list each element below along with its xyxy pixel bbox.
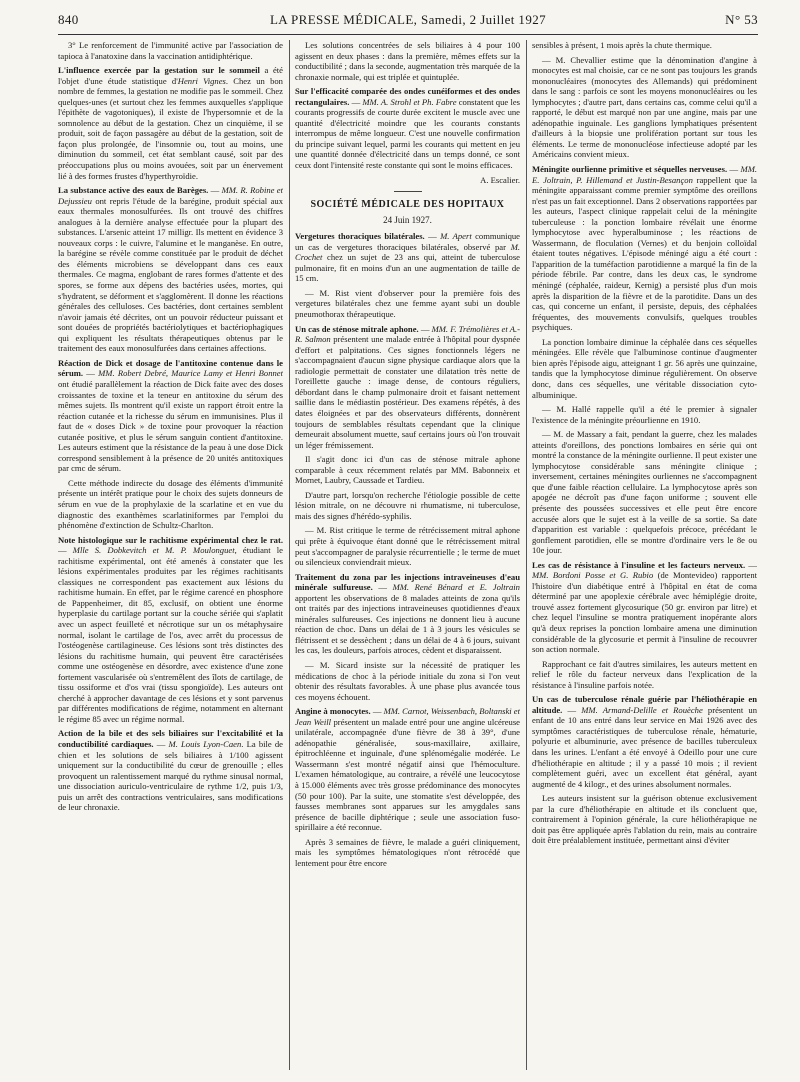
article-text: , étudiant le rachitisme expérimental, ont été amenés à constater que les lésions expérimentales produites par les régimes rachitisants classiques ne correspondent pas exactement aux lésions du rachitisme humain. En effet, par le régime carencé en phosphore de Pappenheimer, dit 85, exclusif, on obtient une énorme hyperplasie du cartilage portant sur la couche sériée qui s'aplatit avec un aspect feuilleté et nécrotique sur un os métaphysaire normal, isolant le cartilage de l'os, avec arrêt du processus de l'ostéogenèse cartilagineuse. Ces lésions sont très distinctes des lésions du rachitisme humain, qui peuvent être caractérisées comme une ostéogenèse en désordre, avec existence d'une zone fortement vascularisée où s'entremêlent des îlots de cartilage, de tissu ossiforme et d'os vrai (tissu spongioïde). Les auteurs ont cherché à approcher davantage de ces lésions et y sont parvenus par différentes modifications de régime, notamment en alternant le régime 85 avec un régime normal. <box>58 545 283 724</box>
article-author: MM. Armand-Delille et Rouèche <box>581 704 703 715</box>
article-title: Action de la bile et des sels biliaires sur l'excitabilité et la conductibilité cardiaques. <box>58 728 283 749</box>
article-text: présentent une malade entrée à l'hôpital pour dyspnée d'effort et palpitations. Ces signes fonctionnels légers ne s'accompagnaient d'aucun signe physique cardiaque alors que la radiologie permettait de constater une dilatation très nette de l'oreillette gauche : image dense, de contours réguliers, débordant dans le champ pulmonaire droit et faisant nettement saillie dans le médiastin postérieur. Des examens répétés, à des dates éloignées et par des observateurs différents, donnèrent toujours de semblables résultats cependant que la clinique demeurait absolument muette, sauf certains jours où l'on trouvait un léger frémissement. <box>295 334 520 450</box>
paragraph: Les auteurs insistent sur la guérison obtenue exclusivement par la cure d'héliothérapie en altitude et ils concluent que, contrairement à l'opinion générale, la cure héliothérapique ne doit pas être appliquée après l'ablation du rein, mais au contraire doit être préalablement instituée, permettant ainsi d'éviter <box>532 793 757 846</box>
article-title: Note histologique sur le rachitisme expérimental chez le rat. <box>58 534 283 545</box>
paragraph: Après 3 semaines de fièvre, le malade a guéri cliniquement, mais les symptômes hématologiques n'ont rétrocédé que lentement pour être encore <box>295 836 520 868</box>
separator: — <box>372 582 393 593</box>
article-vergetures <box>295 231 520 284</box>
column-divider <box>289 40 290 1070</box>
article-text: (de Montevideo) rapportent l'histoire d'un diabétique entré à l'hôpital en état de coma déterminé par une apoplexie cérébrale avec hémiplégie droite, trouvé assez fortement glycosurique (50 gr. environ par litre) et chez lequel l'insuline se montra pratiquement inopérante alors qu'à deux reprises la ponction lombaire amena une diminution considérable de la glycosurie et permit à l'insuline de recouvrer son action normale. <box>532 570 757 655</box>
article-author: MM. A. Strohl et Ph. Fabre <box>362 96 457 107</box>
article-author: MM. René Bénard et E. Joltrain <box>392 582 520 593</box>
article-ondes <box>295 86 520 170</box>
paragraph: La ponction lombaire diminue la céphalée dans ces séquelles méningées. Elle révèle que l'albuminose continue d'augmenter bien après l'épisode aigu, atteignant 1 gr. 56 après une quinzaine, tandis que la lymphocytose diminue régulièrement. On observe donc, dans ces séquelles, une véritable dissociation cyto-albuminique. <box>532 336 757 400</box>
separator: — <box>424 231 441 242</box>
separator: — <box>745 559 757 570</box>
article-author: MM. Carnot, Weissenbach, Boltanski et Jean Weill <box>295 706 520 727</box>
article-text: . Chez un bon nombre de femmes, la gestation ne modifie pas le sommeil. Chez quelques-unes (et surtout chez les femmes auxquelles s'applique l'épithète de vagotoniques), il existe de l'hypersomnie et de la somnolence au début de la gestation. Chez un cinquième, il se produit, soit de façon passagère au début de la gestation, soit de façon plus prolongée, de l'insomnie ou, tout au moins, une diminution du sommeil, cet état semblant causé, soit par des préoccupations plus ou moins avouées, soit par un énervement lié à des formes frustes d'hyperthyroïdie. <box>58 75 283 181</box>
article-stenose-mitrale <box>295 324 520 451</box>
paragraph: — M. Rist vient d'observer pour la première fois des vergetures bilatérales chez une femme ayant subi un double pneumothorax thérapeutique. <box>295 287 520 320</box>
separator: — <box>418 323 432 334</box>
paragraph: Il s'agit donc ici d'un cas de sténose mitrale aphone comparable à ceux récemment relatés par MM. Babonneix et Mornet, Laubry, Caussade et Tardieu. <box>295 454 520 486</box>
article-text: présentent un enfant de 10 ans entré dans leur service en Mai 1926 avec des symptômes caractéristiques de tuberculose rénale, hématurie, polyurie et albuminurie, avec présence de bacilles tuberculeux dans les urines. L'enfant a été envoyé à Odeillo pour une cure d'héliothérapie en altitude ; il y a passé 10 mois ; il revient complètement guéri, avec un excellent état général, ayant augmenté de 4 kilogr., et des urines absolument normales. <box>532 704 757 789</box>
separator: — <box>58 545 73 556</box>
page-header <box>58 12 758 32</box>
paragraph: — M. Rist critique le terme de rétrécissement mitral aphone qui prête à équivoque étant donné que le rétrécissement mitral peut s'accompagner de paralysie récurrentielle ; le terme de muet ou silencieux conviendrait mieux. <box>295 525 520 568</box>
article-angine-monocytes <box>295 706 520 833</box>
section-date: 24 Juin 1927. <box>383 214 432 225</box>
paragraph: — M. de Massary a fait, pendant la guerre, chez les malades atteints d'oreillons, des ponctions lombaires en série qui ont montré la constance de la méningite ourlienne. Il peut exister une lymphocytose considérable sans méningite clinique ; inversement, certaines méningites ourliennes ne s'accompagnent que d'une faible réaction cellulaire. La lymphocytose après son apogée ne décroît pas d'une façon uniforme ; souvent elle présente des poussées successives et elle peut être encore accusée alors que le sujet est à la veille de sa sortie. Sa date d'apparition est variable : quelquefois précoce, précédant le gonflement parotidien, elle se montre d'ordinaire vers le 8e ou 10e jour. <box>532 429 757 556</box>
paragraph: — M. Chevallier estime que la dénomination d'angine à monocytes est mal choisie, car ce ne sont pas toujours les grands mononucléaires (monocytes des Allemands) qui prédominent dans le sang : parfois ce sont les moyens mononucléaires ou les lymphocytes ; d'autre part, dans certains cas, comme celui qu'il a rapporté, le début est marqué non par une angine, mais par une adénopathie inguinale. Les ganglions lymphatiques présentent d'ailleurs à la biopsie une prolifération portant sur tous les éléments. Le terme de mononucléose infectieuse adopté par les Américains convient mieux. <box>532 54 757 160</box>
column-divider <box>526 40 527 1070</box>
article-title: L'influence exercée par la gestation sur le sommeil <box>58 65 260 76</box>
article-author: Mlle S. Dobkevitch et M. P. Moulonguet <box>72 545 235 556</box>
article-text: constatent que les courants progressifs de courte durée excitent le muscle avec une quantité d'électricité moindre que les courants constants interrompus de même longueur. C'est une nouvelle confirmation du principe suivant lequel, parmi les courants qui mettent en jeu une quantité donnée d'électricité dans un temps donné, ce sont ceux dont l'intensité reste constante qui sont le moins efficaces. <box>295 96 520 171</box>
separator: — <box>208 185 222 196</box>
article-gestation-sommeil <box>58 65 283 181</box>
article-title: Réaction de Dick et dosage de l'antitoxine contenue dans le sérum. <box>58 357 283 379</box>
article-text: chez un sujet de 23 ans qui, atteint de tuberculose pulmonaire, fit en moins d'un an une augmentation de taille de 15 cm. <box>295 252 520 284</box>
article-text: ont étudié parallèlement la réaction de Dick faite avec des doses croissantes de toxine et la teneur en antitoxine du sérum des mêmes sujets. Ils montrent qu'il existe un rapport étroit entre la réaction cutanée et la richesse du sérum en immunisines. Plus il faut de « doses Dick » de toxine pour provoquer la réaction cutanée positive, et plus le sérum sanguin contient d'antitoxine. Les auteurs estiment que la résistance de la peau à une dose Dick correspond sensiblement à la présence de 20 unités antitoxiques par cmc de sérum. <box>58 378 283 474</box>
article-text: communique un cas de vergetures thoraciques bilatérales, observé par <box>295 231 520 252</box>
article-author: M. Crochet <box>295 241 520 263</box>
article-bareges <box>58 185 283 354</box>
separator: — <box>562 704 582 715</box>
article-title: Angine à monocytes. <box>295 706 371 717</box>
header-rule <box>58 34 758 35</box>
issue-number: N° 53 <box>725 12 758 27</box>
article-insuline <box>532 560 757 655</box>
article-text: a été l'objet d'une étude statistique d' <box>58 65 283 86</box>
paragraph: — M. Sicard insiste sur la nécessité de pratiquer les médications de choc à la période initiale du zona si l'on veut obtenir des résultats favorables. À une phase plus avancée tous ces moyens échouent. <box>295 659 520 702</box>
paragraph: Les solutions concentrées de sels biliaires à 4 pour 100 agissent en deux phases : dans la première, mêmes effets sur la conductibilité ; dans la seconde, augmentation très marquée de la chronaxie normale, qui est triplée et quintuplée. <box>295 40 520 82</box>
separator: — <box>370 706 384 717</box>
page-number: 840 <box>58 12 79 27</box>
article-rachitisme <box>58 535 283 725</box>
article-title: Vergetures thoraciques bilatérales. <box>295 231 425 242</box>
column-middle <box>295 40 520 1070</box>
article-text: . La bile de chien et les solutions de sels biliaires à 1/100 agissent uniquement sur la conductibilité du cœur de grenouille ; elles provoquent un ralentissement marqué du rythme sinusal normal, une dissociation auriculo-ventriculaire de rythme 1/2, puis 1/3, puis un arrêt des contractions ventriculaires, sans modifications de leur chronaxie. <box>58 739 283 813</box>
article-author: M. Louis Lyon-Caen <box>168 739 242 749</box>
article-text: présentent un malade entré pour une angine ulcéreuse unilatérale, accompagnée d'une fièvre de 38 à 39°, d'une adénopathie généralisée, sous-maxillaire, axillaire, épitrochléenne et inguinale, d'une splénomégalie modérée. Le Wassermann s'est montré négatif ainsi que l'hémoculture. L'examen hématologique, au contraire, a révélé une leucocytose à 15.000 éléments avec très grosse prédominance des monocytes (50 pour 100). Par la suite, une stomatite s'est développée, des fausses membranes sont apparues sur les amygdales sans présence de bacille diphtérique ; seule une association fuso-spirillaire a été reconnue. <box>295 716 520 833</box>
article-title: Un cas de tuberculose rénale guérie par l'héliothérapie en altitude. <box>532 694 757 715</box>
article-meningite-ourlienne <box>532 164 757 333</box>
article-title: Méningite ourlienne primitive et séquelles nerveuses. <box>532 164 728 175</box>
paragraph: Cette méthode indirecte du dosage des éléments d'immunité présente un intérêt pratique pour le choix des sujets donneurs de sérum en vue de la prophylaxie de la scarlatine et en vue du diagnostic des exanthèmes scarlatiniformes par l'emploi du phénomène d'extinction de Schultz-Charlton. <box>58 477 283 531</box>
article-author: Henri Vignes <box>177 75 226 86</box>
article-bile <box>58 728 283 812</box>
article-zona <box>295 572 520 656</box>
article-author: M. Apert <box>440 231 472 242</box>
paragraph: — M. Hallé rappelle qu'il a été le premier à signaler l'existence de la méningite préourlienne en 1910. <box>532 404 757 425</box>
article-tuberculose-renale <box>532 694 757 789</box>
journal-title: LA PRESSE MÉDICALE, Samedi, 2 Juillet 1927 <box>269 12 547 27</box>
article-title: Traitement du zona par les injections intraveineuses d'eau minérale sulfureuse. <box>295 571 520 593</box>
paragraph: 3° Le renforcement de l'immunité active par l'association de tapioca à l'anatoxine dans la vaccination antidiphtérique. <box>58 40 283 61</box>
article-author: MM. R. Robine et Dejussieu <box>58 185 283 206</box>
section-rule <box>394 191 422 192</box>
article-title: Sur l'efficacité comparée des ondes cunéiformes et des ondes rectangulaires. <box>295 86 520 107</box>
paragraph: Rapprochant ce fait d'autres similaires, les auteurs mettent en relief le rôle du facteur nerveux dans l'explication de la résistance à l'insuline parfois notée. <box>532 658 757 690</box>
separator: — <box>727 164 741 175</box>
column-left <box>58 40 283 1070</box>
separator: — <box>349 96 363 107</box>
article-title: La substance active des eaux de Barèges. <box>58 185 209 196</box>
paragraph: sensibles à présent, 1 mois après la chute thermique. <box>532 40 712 50</box>
article-title: Les cas de résistance à l'insuline et les facteurs nerveux. <box>532 559 746 570</box>
article-title: Un cas de sténose mitrale aphone. <box>295 323 419 334</box>
separator: — <box>83 368 99 379</box>
separator: — <box>153 739 169 749</box>
column-right <box>532 40 757 1070</box>
article-author: MM. E. Joltrain, P. Hillemand et Justin-Besançon <box>532 164 757 185</box>
article-text: ont repris l'étude de la barégine, produit spécial aux eaux thermales monosulfurées. Ils ont trouvé des chiffres analogues à la dernière analyse effectuée pour la plupart des substances. L'arsenic atteint 17 milligr. Ils mettent en évidence 3 nouveaux corps : le cuivre, l'alumine et le manganèse. En outre, la barégine se révèle comme constituée par le produit de déchet des éléments microbiens se développant dans ces eaux thermales. Ce magma, englobant de rares formes d'attente et des spores, se forme aux dépens des bactéries usées, mortes, qui s'hydratent, se déforment et s'agglomèrent. Il donne les réactions générales des celluloses. Ces bactéries, dont certaines semblent n'avoir jamais été décrites, ont un pouvoir réducteur puissant et sont douées de propriétés bactériolytiques et bactériophagiques qui expliquent les résultats thérapeutiques obtenus par le traitement des eaux monosulfurées dans certaines affections. <box>58 195 283 354</box>
signature: A. Escalier. <box>480 174 520 185</box>
paragraph: D'autre part, lorsqu'on recherche l'étiologie possible de cette lésion mitrale, on ne découvre ni rhumatisme, ni tuberculose, mais des signes d'hérédo-syphilis. <box>295 489 520 521</box>
article-reaction-dick <box>58 358 283 474</box>
section-title: SOCIÉTÉ MÉDICALE DES HOPITAUX <box>310 199 505 211</box>
article-author: MM. Robert Debré, Maurice Lamy et Henri Bonnet <box>98 368 283 379</box>
article-author: MM. Bordoni Posse et G. Rubio <box>532 570 654 581</box>
article-text: rappellent que la méningite apparaissant comme premier symptôme des oreillons n'est pas un fait exceptionnel. Dans 2 observations rapportées par les auteurs, l'aspect clinique rappelait celui de la méningite tuberculeuse : la ponction lombaire révélait une énorme lymphocytose avec hyperalbuminose ; les réactions de Wassermann, de floculation (Vernes) et du benjoin colloïdal étaient toutes négatives. L'épisode méningé aigu a été court : l'apparition de la tuméfaction parotidienne a marqué la fin de la période fébrile. Par contre, dans les deux cas, le syndrome méningé (céphalée, raideur, Kernig) a persisté plus d'un mois après la disparition de la fièvre et de la parotidite. Dans un des cas, qui concerne un enfant, il persiste, depuis, des céphalées fréquentes, des mouvements convulsifs, quelques troubles psychiques. <box>532 174 757 333</box>
article-author: MM. F. Trémolières et A.-R. Salmon <box>295 323 520 345</box>
article-text: apportent les observations de 8 malades atteints de zona qu'ils ont traités par des injections intraveineuses quotidiennes d'eaux minérales sulfureuses. Ces injections ne donnent lieu à aucune réaction de choc. Dans un délai de 1 à 3 jours les vésicules se flétrissent et se dessèchent ; dans un délai de 4 à 6 jours, suivant les cas, les douleurs, parfois atroces, cèdent et disparaissent. <box>295 592 520 656</box>
